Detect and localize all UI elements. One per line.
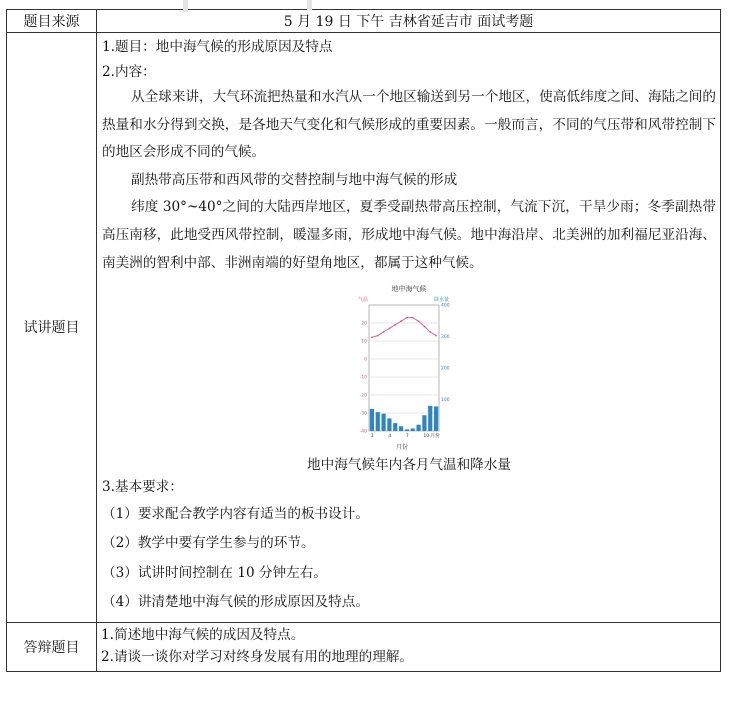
climate-chart bbox=[354, 283, 464, 455]
requirement-3: （3）试讲时间控制在 10 分钟左右。 bbox=[102, 564, 327, 581]
chart-x-tick-label: 4 bbox=[388, 434, 392, 440]
chart-temperature-point bbox=[412, 317, 414, 319]
chart-precipitation-bar bbox=[387, 419, 391, 432]
chart-right-tick-label: 400 bbox=[441, 303, 450, 309]
chart-precipitation-bar bbox=[399, 426, 403, 431]
chart-temperature-point bbox=[371, 337, 373, 339]
chart-left-tick-label: -30 bbox=[359, 411, 367, 417]
source-value: 5 月 19 日 下午 吉林省延吉市 面试考题 bbox=[97, 10, 721, 33]
chart-precipitation-bar bbox=[434, 407, 438, 432]
chart-temperature-point bbox=[383, 331, 385, 333]
chart-left-tick-label: 0 bbox=[364, 357, 367, 363]
defense-label: 答辩题目 bbox=[7, 622, 97, 671]
chart-temperature-point bbox=[377, 335, 379, 337]
chart-temperature-point bbox=[394, 324, 396, 326]
requirements-label: 3.基本要求： bbox=[102, 479, 183, 496]
chart-precipitation-bar bbox=[422, 415, 426, 431]
subheading: 副热带高压带和西风带的交替控制与地中海气候的形成 bbox=[131, 171, 458, 188]
chart-temperature-point bbox=[424, 326, 426, 328]
requirement-1: （1）要求配合教学内容有适当的板书设计。 bbox=[102, 505, 369, 522]
lecture-topic-label: 试讲题目 bbox=[7, 33, 97, 623]
chart-right-tick-label: 300 bbox=[441, 335, 450, 341]
source-label: 题目来源 bbox=[7, 10, 97, 33]
chart-left-tick-label: -40 bbox=[359, 429, 367, 435]
scan-artifact-mark bbox=[183, 0, 188, 12]
requirement-2: （2）教学中要有学生参与的环节。 bbox=[102, 535, 315, 552]
climate-chart-figure bbox=[102, 283, 716, 455]
chart-left-tick-label: 10 bbox=[361, 339, 367, 345]
chart-precipitation-bar bbox=[416, 425, 420, 431]
chart-right-axis-label: 降水量 bbox=[434, 297, 450, 304]
exam-table bbox=[6, 9, 721, 672]
chart-temperature-point bbox=[400, 320, 402, 322]
chart-x-tick-label: 10 月份 bbox=[423, 434, 440, 440]
defense-question-1: 1.简述地中海气候的成因及特点。 bbox=[101, 626, 305, 643]
chart-left-axis-label: 气温 bbox=[358, 297, 369, 304]
chart-temperature-point bbox=[389, 328, 391, 330]
chart-right-tick-label: 100 bbox=[441, 398, 450, 404]
lecture-topic-content bbox=[97, 33, 721, 623]
chart-x-tick-label: 1 bbox=[370, 434, 374, 440]
chart-precipitation-bar bbox=[405, 430, 409, 432]
paragraph-1: 从全球来讲，大气环流把热量和水汽从一个地区输送到另一个地区，使高低纬度之间、海陆之间的热量和水分得到交换，是各地天气变化和气候形成的重要因素。一般而言，不同的气压带和风带控制下的地区会形成不同的气候。 bbox=[102, 89, 716, 161]
chart-x-tick-label: 7 bbox=[405, 434, 409, 440]
scan-artifact-mark bbox=[307, 0, 312, 10]
requirement-4: （4）讲清楚地中海气候的形成原因及特点。 bbox=[102, 594, 369, 611]
chart-temperature-point bbox=[429, 331, 431, 333]
chart-title: 地中海气候 bbox=[391, 285, 427, 294]
chart-right-tick-label: 200 bbox=[441, 366, 450, 372]
defense-question-2: 2.请谈一谈你对学习对终身发展有用的地理的理解。 bbox=[101, 648, 414, 665]
chart-temperature-line bbox=[372, 318, 436, 338]
chart-left-tick-label: 20 bbox=[361, 321, 367, 327]
defense-questions bbox=[97, 622, 721, 671]
chart-left-tick-label: -10 bbox=[359, 375, 367, 381]
chart-precipitation-bar bbox=[411, 429, 415, 432]
chart-precipitation-bar bbox=[393, 423, 397, 431]
chart-temperature-point bbox=[435, 335, 437, 337]
paragraph-2: 纬度 30°~40°之间的大陆西岸地区，夏季受副热带高压控制，气流下沉，干旱少雨；冬季副热带高压南移，此地受西风带控制，暖湿多雨，形成地中海气候。地中海沿岸、北美洲的加利福尼亚沿海、南美洲的智利中部、非洲南端的好望角地区，都属于这种气候。 bbox=[102, 199, 716, 271]
chart-precipitation-bar bbox=[370, 409, 374, 431]
chart-left-tick-label: -20 bbox=[359, 393, 367, 399]
topic-title: 1.题目：地中海气候的形成原因及特点 bbox=[102, 39, 333, 55]
chart-precipitation-bar bbox=[376, 412, 380, 431]
chart-precipitation-bar bbox=[381, 414, 385, 431]
chart-temperature-point bbox=[418, 320, 420, 322]
chart-temperature-point bbox=[406, 317, 408, 319]
chart-precipitation-bar bbox=[428, 406, 432, 431]
content-label: 2.内容： bbox=[102, 63, 156, 80]
chart-x-axis-label: 月份 bbox=[395, 444, 409, 452]
figure-caption: 地中海气候年内各月气温和降水量 bbox=[307, 457, 511, 474]
